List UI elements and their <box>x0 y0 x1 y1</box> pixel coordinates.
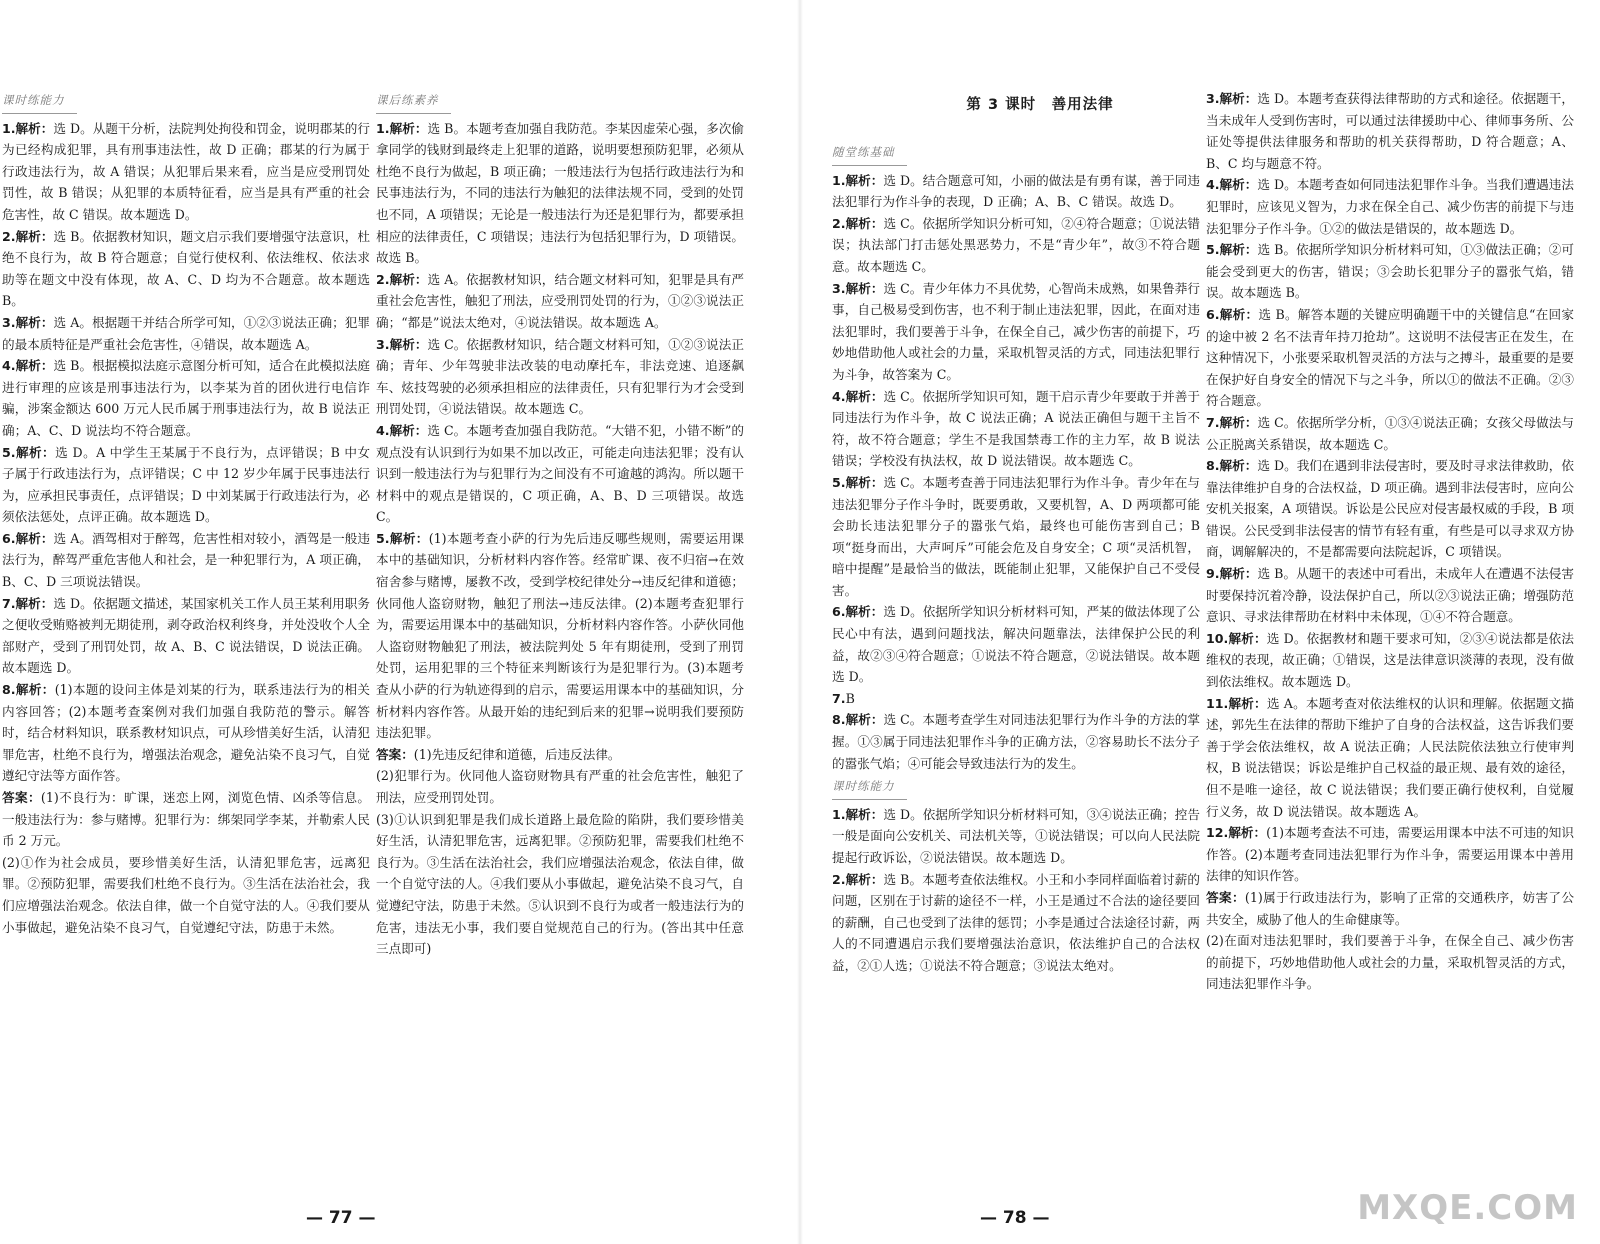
answer-item-lead: 4.解析： <box>2 358 54 374</box>
answer-item <box>1206 822 1574 887</box>
answer-item-lead: 12.解析： <box>1206 825 1267 841</box>
answer-item-text: 选 D。本题考查如何同违法犯罪作斗争。当我们遭遇违法犯罪时，应该见义智为，力求在保全自己、减少伤害的前提下与违法犯罪分子作斗争。①②的做法是错误的，故本题选 D。 <box>1206 177 1574 236</box>
answer-item-text: 选 D。依据所学知识分析材料可知，③④说法正确；控告一般是面向公安机关、司法机关等，①说法错误；可以向人民法院提起行政诉讼，②说法错误。故本题选 D。 <box>832 806 1200 865</box>
answer-item <box>2 355 370 441</box>
page-number-right: — 78 — <box>980 1208 1050 1228</box>
answer-item <box>832 869 1200 977</box>
answer-item-lead: 3.解析： <box>1206 91 1258 106</box>
answer-item-lead: 3.解析： <box>832 280 884 296</box>
lesson-title: 第 3 课时 善用法律 <box>966 97 1114 113</box>
answer-item-text: B <box>845 690 855 706</box>
answer-item-text: 选 D。依据教材和题干要求可知，②③④说法都是依法维权的表现，故正确；①错误，这是法律意识淡薄的表现，没有做到依法维权。故本题选 D。 <box>1206 630 1574 690</box>
answer-item-text: 选 C。依据所学分析，①③④说法正确；女孩父母做法与公正脱离关系错误，故本题选 C。 <box>1206 414 1574 452</box>
answer-item-text: 选 D。本题考查获得法律帮助的方式和途径。依据题干，当未成年人受到伤害时，可以通过法律援助中心、律师事务所、公证处等提供法律服务和帮助的机关获得帮助，D 符合题意；A、B、C 均与题意不符。 <box>1206 91 1574 171</box>
answer-item-text: 选 C。本题考查加强自我防范。“大错不犯，小错不断”的观点没有认识到行为如果不加以改正，可能走向违法犯罪；没有认识到一般违法行为与犯罪行为之间没有不可逾越的鸿沟。所以题干材料中的观点是错误的，C 项正确，A、B、D 三项错误。故选 C。 <box>376 422 744 525</box>
answer-item-text: (2)在面对违法犯罪时，我们要善于斗争，在保全自己、减少伤害的前提下，巧妙地借助他人或社会的力量，采取机智灵活的方式，同违法犯罪作斗争。 <box>1206 933 1574 992</box>
answer-item-text: 选 D。从题干分析，法院判处拘役和罚金，说明郡某的行为已经构成犯罪，具有刑事违法性，故 D 正确；郡某的行为属于行政违法行为，故 A 错误；从犯罪后果来看，应当是应受刑罚处罚性，故 B 错误；从犯罪的本质特征看，应当是具有严重的社会危害性，故 C 错误。故本题选 D。 <box>2 120 370 222</box>
answer-item-text: 选 D。结合题意可知，小丽的做法是有勇有谋，善于同违法犯罪行为作斗争的表现，D 正确；A、B、C 错误。故选 D。 <box>832 172 1200 210</box>
answer-item <box>376 118 744 269</box>
answer-item <box>832 688 1200 710</box>
site-watermark: MXQE.COM <box>1357 1188 1578 1228</box>
answer-item-lead: 1.解析： <box>832 172 884 188</box>
answer-item <box>1206 693 1574 823</box>
answer-item-text: 选 C。依据教材知识，结合题文材料可知，①②③说法正确；青年、少年驾驶非法改装的电动摩托车，非法竞速、追逐飙车、炫技驾驶的必须承担相应的法律责任，只有犯罪行为才会受到刑罚处罚，④说法错误。故本题选 C。 <box>376 336 744 417</box>
answer-item-lead: 8.解析： <box>1206 458 1258 474</box>
answer-item <box>1206 304 1574 412</box>
section-tag-after-class: 课后练素养 <box>376 90 451 114</box>
answer-item <box>832 709 1200 774</box>
answer-item-lead: 4.解析： <box>832 388 884 404</box>
answer-item <box>1206 930 1574 995</box>
right-column-2 <box>1206 88 1574 995</box>
answer-item <box>376 744 744 766</box>
answer-item-lead: 6.解析： <box>2 530 54 546</box>
answer-item <box>1206 239 1574 304</box>
answer-item-text: 选 C。依据所学知识可知，题干启示青少年要敢于并善于同违法行为作斗争，故 C 说法正确；A 说法正确但与题干主旨不符，故不符合题意；学生不是我国禁毒工作的主力军，故 B 说法错误；学校没有执法权，故 D 说法错误。故本题选 C。 <box>832 388 1200 469</box>
answer-item-text: (1)先违反纪律和道德，后违反法律。 <box>413 746 621 762</box>
answer-item-text: 选 B。从题干的表述中可看出，未成年人在遭遇不法侵害时要保持沉着冷静，设法保护自己，所以②③说法正确；增强防范意识、寻求法律帮助在材料中未体现，①④不符合题意。 <box>1206 566 1574 625</box>
answer-item <box>376 809 744 960</box>
answer-item-text: 选 B。根据模拟法庭示意图分析可知，适合在此模拟法庭进行审理的应该是刑事违法行为，以李某为首的团伙进行电信诈骗，涉案金额达 600 万元人民币属于刑事违法行为，故 B 说法正确；A、C、D 说法均不符合题意。 <box>2 358 370 438</box>
answer-item-lead: 3.解析： <box>376 336 428 352</box>
answer-item <box>2 226 370 312</box>
answer-list <box>1206 88 1574 995</box>
answer-item-text: (1)不良行为：旷课，迷恋上网，浏览色情、凶杀等信息。一般违法行为：参与赌博。犯罪行为：绑架同学李某，并勒索人民币 2 万元。 <box>2 790 370 849</box>
answer-item <box>832 278 1200 386</box>
answer-item-text: 选 A。本题考查对依法维权的认识和理解。依据题文描述，郭先生在法律的帮助下维护了自身的合法权益，这告诉我们要善于学会依法维权，故 A 说法正确；人民法院依法独立行使审判权，B 说法错误；诉讼是维护自己权益的最正规、最有效的途径，但不是唯一途径，故 C 说法错误；我们要正确行使权利，自觉履行义务，故 D 说法错误。故本题选 A。 <box>1206 695 1574 819</box>
answer-item-lead: 10.解析： <box>1206 630 1267 646</box>
page-number-left: — 77 — <box>306 1208 376 1228</box>
answer-item-text: 选 C。本题考查善于同违法犯罪行为作斗争。青少年在与违法犯罪分子作斗争时，既要勇敢，又要机智，A、D 两项都可能会助长违法犯罪分子的嚣张气焰，最终也可能伤害到自己；B 项“挺身而出，大声呵斥”可能会危及自身安全；C 项“灵活机智，暗中提醒”是最恰当的做法，既能制止犯罪，又能保护自己不受侵害。 <box>832 474 1200 598</box>
answer-item <box>2 852 370 938</box>
answer-item-lead: 答案： <box>376 746 414 762</box>
answer-item-text: 选 C。本题考查学生对同违法犯罪行为作斗争的方法的掌握。①③属于同违法犯罪作斗争的正确方法，②容易助长不法分子的嚣张气焰；④可能会导致违法行为的发生。 <box>832 712 1200 771</box>
answer-item <box>376 334 744 420</box>
answer-item-lead: 6.解析： <box>832 604 884 620</box>
left-column-1 <box>2 88 370 938</box>
answer-list <box>832 804 1200 977</box>
answer-item-lead: 7. <box>832 690 846 706</box>
answer-item-lead: 9.解析： <box>1206 566 1258 582</box>
answer-item-lead: 4.解析： <box>376 422 428 438</box>
answer-item <box>1206 174 1574 239</box>
answer-item <box>2 442 370 528</box>
answer-item <box>832 472 1200 602</box>
answer-item-lead: 7.解析： <box>1206 414 1258 430</box>
answer-item-text: 选 C。青少年体力不具优势，心智尚未成熟，如果鲁莽行事，自己极易受到伤害，也不利于制止违法犯罪，因此，在面对违法犯罪时，我们要善于斗争，在保全自己，减少伤害的前提下，巧妙地借助他人或社会的力量，采取机智灵活的方式，同违法犯罪行为斗争，故答案为 C。 <box>832 280 1200 382</box>
answer-item-lead: 答案： <box>2 790 41 805</box>
answer-item-text: (2)①作为社会成员，要珍惜美好生活，认清犯罪危害，远离犯罪。②预防犯罪，需要我们杜绝不良行为。③生活在法治社会，我们应增强法治观念。依法自律，做一个自觉守法的人。④我们要从小事做起，避免沾染不良习气，自觉遵纪守法，防患于未然。 <box>2 854 370 935</box>
answer-item <box>832 601 1200 687</box>
answer-item-text: (3)①认识到犯罪是我们成长道路上最危险的陷阱，我们要珍惜美好生活，认清犯罪危害，远离犯罪。②预防犯罪，需要我们杜绝不良行为。③生活在法治社会，我们应增强法治观念，依法自律，做一个自觉守法的人。④我们要从小事做起，避免沾染不良习气，自觉遵纪守法，防患于未然。⑤认识到不良行为或者一般违法行为的危害，违法无小事，我们要自觉规范自己的行为。(答出其中任意三点即可) <box>376 811 744 957</box>
answer-item-lead: 5.解析： <box>832 474 884 490</box>
answer-item-lead: 5.解析： <box>376 530 429 546</box>
answer-item-lead: 2.解析： <box>2 228 54 244</box>
answer-item <box>2 312 370 355</box>
answer-item <box>1206 88 1574 174</box>
answer-item-lead: 5.解析： <box>2 444 56 460</box>
answer-item <box>1206 563 1574 628</box>
answer-item <box>2 593 370 679</box>
answer-item-text: 选 D。依据题文描述，某国家机关工作人员王某利用职务之便收受贿赂被判无期徒刑，剥夺政治权利终身，并处没收个人全部财产，受到了刑罚处罚，故 A、B、C 说法错误，D 说法正确。故本题选 D。 <box>2 595 370 676</box>
answer-list <box>832 170 1200 775</box>
answer-item-lead: 1.解析： <box>832 806 884 822</box>
answer-item-lead: 1.解析： <box>2 120 54 136</box>
answer-item <box>2 118 370 226</box>
answer-item-text: 选 B。解答本题的关键应明确题干中的关键信息“在回家的途中被 2 名不法青年持刀抢劫”。这说明不法侵害正在发生，在这种情况下，小张要采取机智灵活的方法与之搏斗，最重要的是要在保护好自身安全的情况下与之斗争，所以①的做法不正确。②③符合题意。 <box>1206 306 1574 409</box>
section-tag-practice-ability: 课时练能力 <box>832 776 907 800</box>
answer-item <box>376 269 744 334</box>
answer-item-text: 选 D。我们在遇到非法侵害时，要及时寻求法律救助，依靠法律维护自身的合法权益，D 项正确。遇到非法侵害时，应向公安机关报案，A 项错误。诉讼是公民应对侵害最权威的手段，B 项错误。公民受到非法侵害的情节有轻有重，有些是可以寻求双方协商，调解解决的，不是都需要向法院起诉，C 项错误。 <box>1206 458 1574 560</box>
section-tag-in-class: 随堂练基础 <box>832 142 907 166</box>
answer-item-lead: 6.解析： <box>1206 306 1259 322</box>
answer-item-text: (1)本题考查小萨的行为先后违反哪些规则，需要运用课本中的基础知识，分析材料内容作答。经常旷课、夜不归宿→在效宿舍参与赌博，屡教不改，受到学校纪律处分→违反纪律和道德；伙同他人盗窃财物，触犯了刑法→违反法律。(2)本题考查犯罪行为，需要运用课本中的基础知识，分析材料内容作答。小萨伙同他人盗窃财物触犯了刑法，被法院判处 5 年有期徒刑，受到了刑罚处罚，运用犯罪的三个特征来判断该行为是犯罪行为。(3)本题考查从小萨的行为轨迹得到的启示，需要运用课本中的基础知识，分析材料内容作答。从最开始的违纪到后来的犯罪→说明我们要预防违法犯罪。 <box>376 530 744 741</box>
answer-item-lead: 2.解析： <box>832 871 884 887</box>
answer-item-lead: 5.解析： <box>1206 242 1258 258</box>
answer-item <box>2 787 370 852</box>
answer-item <box>376 765 744 808</box>
answer-item <box>1206 628 1574 693</box>
answer-item-text: 选 B。依据所学知识分析材料可知，①③做法正确；②可能会受到更大的伤害，错误；③会助长犯罪分子的嚣张气焰，错误。故本题选 B。 <box>1206 242 1574 301</box>
answer-item <box>832 386 1200 472</box>
right-page <box>800 0 1600 1244</box>
answer-item <box>2 679 370 787</box>
answer-item <box>1206 412 1574 455</box>
answer-item-text: 选 D。依据所学知识分析材料可知，严某的做法体现了公民心中有法，遇到问题找法，解决问题靠法，法律保护公民的利益，故②③④符合题意；①说法不符合题意，②说法错误。故本题选 D。 <box>832 604 1200 685</box>
answer-item <box>376 420 744 528</box>
answer-item-lead: 1.解析： <box>376 120 428 136</box>
answer-item-lead: 答案： <box>1206 889 1245 905</box>
answer-item-text: (1)本题考查法不可违，需要运用课本中法不可违的知识作答。(2)本题考查同违法犯罪行为作斗争，需要运用课本中善用法律的知识作答。 <box>1206 825 1574 884</box>
answer-item <box>832 213 1200 278</box>
answer-item-text: 选 D。A 中学生王某属于不良行为，点评错误；B 中女子属于行政违法行为，点评错误；C 中 12 岁少年属于民事违法行为，应承担民事责任，点评错误；D 中刘某属于行政违法行为，必须依法惩处，点评正确。故本题选 D。 <box>2 444 370 525</box>
right-column-1 <box>832 140 1200 977</box>
answer-item <box>1206 455 1574 563</box>
answer-item-lead: 3.解析： <box>2 314 54 330</box>
answer-item <box>2 528 370 593</box>
answer-item-text: (1)本题的设问主体是刘某的行为，联系违法行为的相关内容回答；(2)本题考查案例对我们加强自我防范的警示。解答时，结合材料知识，联系教材知识点，可从珍惜美好生活，认清犯罪危害，杜绝不良行为，增强法治观念，避免沾染不良习气，自觉遵纪守法等方面作答。 <box>2 682 370 784</box>
answer-item-text: 选 A。根据题干并结合所学可知，①②③说法正确；犯罪的最本质特征是严重社会危害性，④错误，故本题选 A。 <box>2 314 370 352</box>
answer-list <box>376 118 744 960</box>
answer-list <box>2 118 370 939</box>
answer-item-text: 选 A。依据教材知识，结合题文材料可知，犯罪是具有严重社会危害性，触犯了刑法，应受刑罚处罚的行为，①②③说法正确；“都是”说法太绝对，④说法错误。故本题选 A。 <box>376 271 744 330</box>
answer-item-lead: 4.解析： <box>1206 177 1258 193</box>
answer-item-text: 选 B。本题考查加强自我防范。李某因虚荣心强，多次偷拿同学的钱财到最终走上犯罪的道路，说明要想预防犯罪，必须从杜绝不良行为做起，B 项正确；一般违法行为包括行政违法行为和民事违法行为，不同的违法行为触犯的法律法规不同，受到的处罚也不同，A 项错误；无论是一般违法行为还是犯罪行为，都要承担相应的法律责任，C 项错误；违法行为包括犯罪行为，D 项错误。故选 B。 <box>376 120 744 266</box>
answer-item-text: (2)犯罪行为。伙同他人盗窃财物具有严重的社会危害性，触犯了刑法，应受刑罚处罚。 <box>376 768 744 805</box>
answer-item <box>1206 887 1574 930</box>
answer-item-lead: 2.解析： <box>832 215 884 231</box>
answer-item-lead: 2.解析： <box>376 271 428 287</box>
answer-item-lead: 7.解析： <box>2 595 54 611</box>
answer-item-lead: 8.解析： <box>2 682 55 698</box>
answer-item-text: 选 A。酒驾相对于醉驾，危害性相对较小，酒驾是一般违法行为，醉驾严重危害他人和社会，是一种犯罪行为，A 项正确，B、C、D 三项说法错误。 <box>2 530 370 590</box>
answer-item <box>832 170 1200 213</box>
answer-item <box>832 804 1200 869</box>
answer-item <box>376 528 744 744</box>
answer-item-text: (1)属于行政违法行为，影响了正常的交通秩序，妨害了公共安全，威胁了他人的生命健康等。 <box>1206 889 1574 927</box>
section-tag-practice-ability: 课时练能力 <box>2 90 77 114</box>
answer-item-text: 选 C。依据所学知识分析可知，②④符合题意；①说法错误；执法部门打击惩处黑恶势力，不是“青少年”，故③不符合题意。故本题选 C。 <box>832 215 1200 274</box>
answer-item-text: 选 B。本题考查依法维权。小王和小李同样面临着讨薪的问题，区别在于讨薪的途径不一样，小王是通过不合法的途径要回的薪酬，自己也受到了法律的惩罚；小李是通过合法途径讨薪，两人的不同遭遇启示我们要增强法治意识，依法维护自己的合法权益，②①人选；①说法不符合题意；③说法太绝对。 <box>832 871 1200 973</box>
answer-item-lead: 11.解析： <box>1206 695 1267 711</box>
left-column-2 <box>376 88 744 960</box>
answer-item-lead: 8.解析： <box>832 712 884 728</box>
answer-item-text: 选 B。依据教材知识，题文启示我们要增强守法意识，杜绝不良行为，故 B 符合题意；自觉行使权利、依法维权、依法求助等在题文中没有体现，故 A、C、D 均为不合题意。故本题选 B。 <box>2 228 370 309</box>
